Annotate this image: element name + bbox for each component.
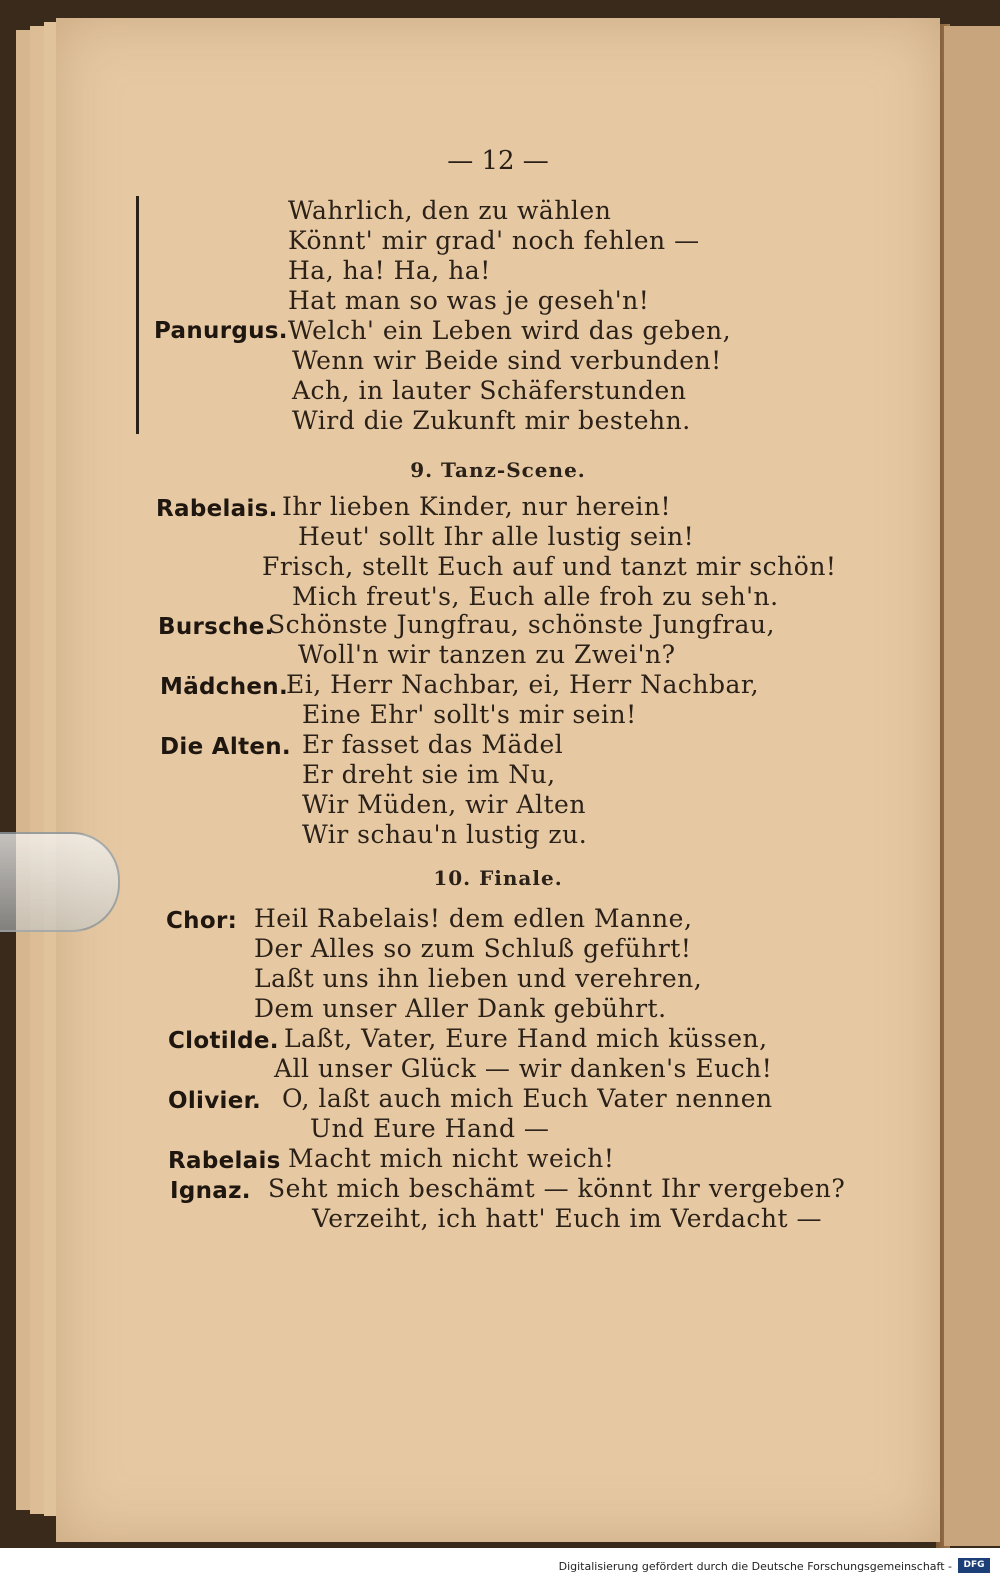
verse-line: Welch' ein Leben wird das geben, [288, 316, 732, 345]
verse-line: Wenn wir Beide sind verbunden! [292, 346, 722, 375]
scene-heading: 10. Finale. [433, 866, 563, 890]
verse-line: Seht mich beschämt — könnt Ihr vergeben? [268, 1174, 846, 1203]
verse-line: Und Eure Hand — [310, 1114, 550, 1143]
speaker-name: Bursche. [158, 614, 274, 640]
verse-line: Heil Rabelais! dem edlen Manne, [254, 904, 693, 933]
verse-line: Wir schau'n lustig zu. [302, 820, 588, 849]
speaker-name: Mädchen. [160, 674, 288, 700]
speaker-name: Clotilde. [168, 1028, 279, 1054]
margin-bracket [136, 196, 139, 434]
verse-line: Ach, in lauter Schäferstunden [292, 376, 687, 405]
verse-line: Dem unser Aller Dank gebührt. [254, 994, 667, 1023]
verse-line: Ei, Herr Nachbar, ei, Herr Nachbar, [286, 670, 760, 699]
facing-page [944, 26, 1000, 1546]
page-number: — 12 — [447, 146, 549, 176]
verse-line: Woll'n wir tanzen zu Zwei'n? [298, 640, 676, 669]
speaker-name: Olivier. [168, 1088, 261, 1114]
verse-line: Frisch, stellt Euch auf und tanzt mir schön! [262, 552, 837, 581]
speaker-name: Die Alten. [160, 734, 291, 760]
verse-line: Macht mich nicht weich! [288, 1144, 615, 1173]
verse-line: Er fasset das Mädel [302, 730, 564, 759]
speaker-name: Panurgus. [154, 318, 288, 344]
verse-line: Wahrlich, den zu wählen [288, 196, 612, 225]
footer-bar [0, 1548, 1000, 1588]
verse-line: Mich freut's, Euch alle froh zu seh'n. [292, 582, 779, 611]
verse-line: Wir Müden, wir Alten [302, 790, 586, 819]
plastic-clip [0, 832, 120, 932]
verse-line: Verzeiht, ich hatt' Euch im Verdacht — [312, 1204, 823, 1233]
verse-line: O, laßt auch mich Euch Vater nennen [282, 1084, 773, 1113]
verse-line: Ihr lieben Kinder, nur herein! [282, 492, 672, 521]
verse-line: Ha, ha! Ha, ha! [288, 256, 491, 285]
verse-line: Heut' sollt Ihr alle lustig sein! [298, 522, 695, 551]
verse-line: Er dreht sie im Nu, [302, 760, 556, 789]
dfg-logo: DFG [958, 1558, 990, 1573]
verse-line: Hat man so was je geseh'n! [288, 286, 650, 315]
footer-credit: Digitalisierung gefördert durch die Deutsche Forschungsgemeinschaft - [558, 1560, 952, 1573]
verse-line: Der Alles so zum Schluß geführt! [254, 934, 692, 963]
speaker-name: Ignaz. [170, 1178, 251, 1204]
speaker-name: Rabelais. [156, 496, 278, 522]
speaker-name: Rabelais [168, 1148, 281, 1174]
verse-line: Eine Ehr' sollt's mir sein! [302, 700, 637, 729]
verse-line: Schönste Jungfrau, schönste Jungfrau, [268, 610, 775, 639]
verse-line: Könnt' mir grad' noch fehlen — [288, 226, 700, 255]
speaker-name: Chor: [166, 908, 238, 934]
verse-line: All unser Glück — wir danken's Euch! [274, 1054, 773, 1083]
verse-line: Laßt uns ihn lieben und verehren, [254, 964, 703, 993]
scene-heading: 9. Tanz-Scene. [410, 458, 586, 482]
book-page [56, 18, 940, 1542]
verse-line: Laßt, Vater, Eure Hand mich küssen, [284, 1024, 768, 1053]
verse-line: Wird die Zukunft mir bestehn. [292, 406, 691, 435]
